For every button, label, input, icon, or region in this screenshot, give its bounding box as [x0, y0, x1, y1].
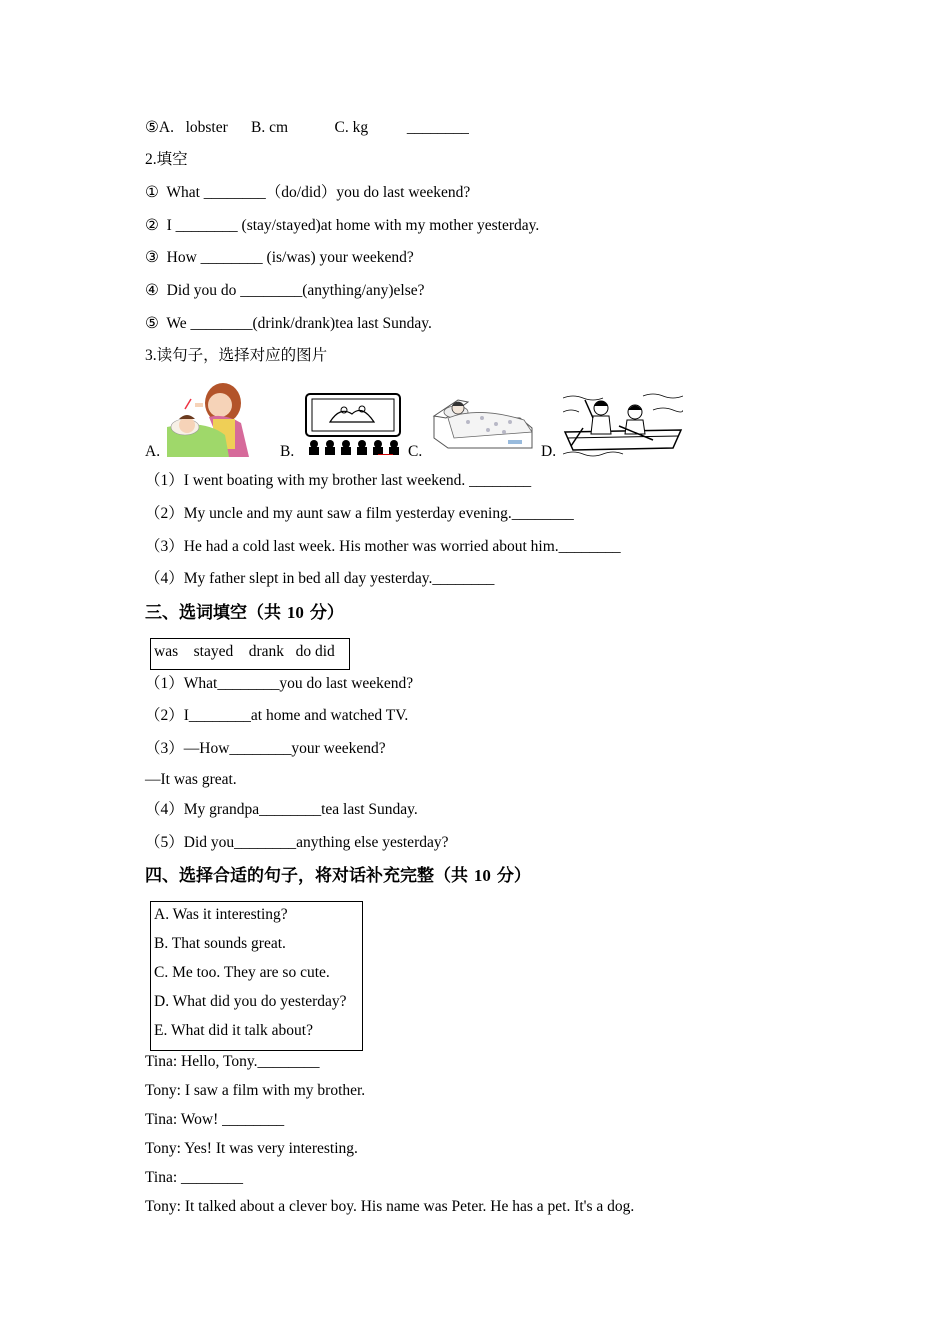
fill-item-5: ⑤ We ________(drink/drank)tea last Sunday.: [145, 315, 432, 332]
option-e: E. What did it talk about?: [154, 1022, 313, 1039]
picture-label-c: C.: [408, 443, 423, 460]
part-4-heading: 四、选择合适的句子，将对话补充完整（共 10 分）: [145, 866, 531, 886]
dialogue-line-4: Tony: Yes! It was very interesting.: [145, 1140, 358, 1157]
match-item-4: （4）My father slept in bed all day yesterday.________: [145, 570, 495, 587]
sentence-options-box: [150, 901, 363, 1051]
dialogue-line-5: Tina: ________: [145, 1169, 244, 1186]
match-item-1: （1）I went boating with my brother last weekend. ________: [145, 472, 532, 489]
choose-item-1: （1）What________you do last weekend?: [145, 675, 414, 692]
cinema-picture: [300, 392, 405, 457]
choose-item-3-answer: —It was great.: [145, 771, 237, 788]
choose-item-5: （5）Did you________anything else yesterday?: [145, 834, 449, 851]
choose-item-2: （2）I________at home and watched TV.: [145, 707, 409, 724]
section-2-title: 2.填空: [145, 151, 188, 168]
sleeping-in-bed-picture: [428, 388, 536, 454]
option-b: B. That sounds great.: [154, 935, 286, 952]
picture-label-a: A.: [145, 443, 161, 460]
part-3-heading: 三、选词填空（共 10 分）: [145, 603, 344, 623]
fill-item-2: ② I ________ (stay/stayed)at home with my mother yesterday.: [145, 217, 540, 234]
fill-item-1: ① What ________（do/did）you do last weekend?: [145, 184, 471, 201]
dialogue-line-6: Tony: It talked about a clever boy. His name was Peter. He has a pet. It's a dog.: [145, 1198, 635, 1215]
boating-picture: [563, 390, 683, 458]
fill-item-3: ③ How ________ (is/was) your weekend?: [145, 249, 414, 266]
picture-label-d: D.: [541, 443, 557, 460]
dialogue-line-3: Tina: Wow! ________: [145, 1111, 285, 1128]
option-a: A. Was it interesting?: [154, 906, 288, 923]
word-bank-box: [150, 638, 350, 670]
dialogue-line-1: Tina: Hello, Tony.________: [145, 1053, 320, 1070]
option-d: D. What did you do yesterday?: [154, 993, 347, 1010]
red-underline-mark: [378, 454, 393, 455]
match-item-3: （3）He had a cold last week. His mother was worried about him.________: [145, 538, 621, 555]
sick-child-mother-picture: [165, 375, 265, 457]
fill-item-4: ④ Did you do ________(anything/any)else?: [145, 282, 425, 299]
word-bank-text: was stayed drank do did: [154, 643, 335, 660]
match-item-2: （2）My uncle and my aunt saw a film yesterday evening.________: [145, 505, 574, 522]
dialogue-line-2: Tony: I saw a film with my brother.: [145, 1082, 366, 1099]
section-3-title: 3.读句子，选择对应的图片: [145, 347, 328, 364]
option-line-5: ⑤A. lobster B. cm C. kg ________: [145, 119, 469, 136]
picture-label-b: B.: [280, 443, 295, 460]
option-c: C. Me too. They are so cute.: [154, 964, 330, 981]
choose-item-4: （4）My grandpa________tea last Sunday.: [145, 801, 418, 818]
choose-item-3: （3）—How________your weekend?: [145, 740, 386, 757]
